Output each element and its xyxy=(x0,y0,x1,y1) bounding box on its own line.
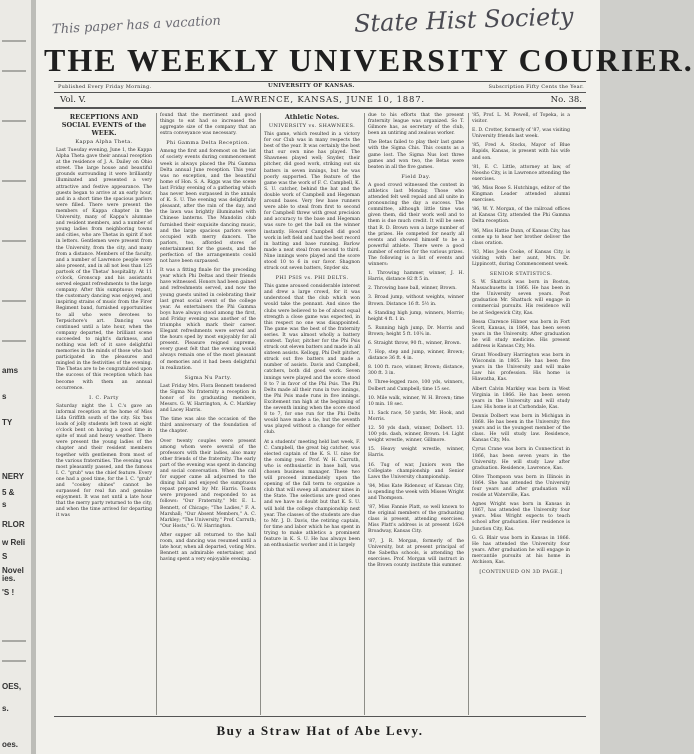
article-subheading: [CONTINUED ON 3D PAGE.] xyxy=(479,569,563,576)
strip-rule xyxy=(2,340,26,342)
article-subheading: Kappa Alpha Theta. xyxy=(75,139,133,145)
masthead-rule-top xyxy=(54,81,586,82)
strip-fragment: Novel xyxy=(2,566,24,575)
strip-rule xyxy=(2,660,26,662)
article-paragraph: '83, Miss Josie Cooke, of Kansas City, is visiting with her aunt, Mrs. Dr. Lippincott, during Commencement week. xyxy=(472,249,570,267)
article-paragraph: Last Tuesday evening, June 1, the Kappa Alpha Theta gave their annual reception at the residence of J. A. Dailey on Ohio street. The large house and beautiful grounds surrounding it were brilliantly illuminated and presented a very attractive and festive appearance. The guests began to arrive at an early hour, and in a short time the spacious parlors were filled. There were present the members of Kappa chapter in the University, many of Kappa's alumnae and resident members, and a number of young ladies from neighboring towns and cities, who are Thetas in spirit if not in letters. Gentlemen were present from the University, from the city, and many from a distance. Members of the faculty, and a number of Lawrence people were also present, and in all not less than 125 partook of the Thetas' hospitality. At 11 o'clock, Gronscup and his assistants served elegant refreshments to the large company. After this sumptuous repast, the customary dancing was enjoyed, and inspiring strains of music from the Firer Regiment band, furnished opportunities to all who were devotees to Terpsichore's art. Dancing was continued until a late hour, when the company departed, the brilliant scene succeeded to night's darkness, and nothing was left of it save delightful memories in the minds of those who had participated in the pleasures and mingled in the festivities of the evening. The Thetas are to be congratulated upon the success of this reception which has become with them an annual occurrence. xyxy=(56,148,152,391)
strip-fragment: w Reli xyxy=(2,538,26,547)
strip-rule xyxy=(2,240,26,242)
article-subheading: I. C. Party xyxy=(89,394,119,401)
article-paragraph: due to his efforts that the present fraternity league was organized. So T. Gilmore has, as secretary of the club, been an untiring and zealous worker. xyxy=(368,113,464,137)
article-paragraph: 2. Throwing base ball, winner, Brown. xyxy=(368,286,457,292)
footer-rule xyxy=(54,716,586,717)
strip-fragment: s xyxy=(2,392,7,401)
article-paragraph: 16. Tug of war, Juniors won the Collegiate championship and Senior Laws the University championship. xyxy=(368,462,464,480)
article-paragraph: 10. Mile walk, winner, W. H. Brown; time 10 min. 18 sec. xyxy=(368,395,464,407)
article-paragraph: 1. Throwing hammer, winner, J. H. Harris, distance 82 ft 5 in. xyxy=(368,271,464,283)
strip-fragment: 'S ! xyxy=(2,588,15,597)
adjacent-page-strip xyxy=(0,0,32,754)
article-paragraph: 11. Sack race, 50 yards, Mr. Hook, and Morris. xyxy=(368,410,464,422)
article-subheading: Phi Gamma Delta Reception. xyxy=(166,140,250,147)
masthead-title: THE WEEKLY UNIVERSITY COURIER. xyxy=(44,42,694,78)
article-paragraph: '87, J. R. Morgan, formerly of the University, but at present principal of the Sabetha schools, is attending the exercises. Prof. Morgan will instruct in the Brown county institute this summer. xyxy=(368,538,464,568)
strip-rule xyxy=(2,120,26,122)
issue-number: No. 38. xyxy=(550,95,582,105)
article-subheading: SENIOR STATISTICS. xyxy=(489,271,553,278)
article-paragraph: 9. Three-legged race, 100 yds, winners, Dolbert and Campbell; time 15 sec. xyxy=(368,380,464,392)
masthead-rule-bottom xyxy=(54,107,586,109)
section-headline: Athletic Notes. xyxy=(284,113,340,121)
article-column-3 xyxy=(264,113,360,713)
strip-fragment: oes. xyxy=(2,740,19,749)
masthead-university-line: UNIVERSITY OF KANSAS. xyxy=(268,83,355,89)
article-paragraph: Cyrus Crane was born in Connecticut in 1866, has been seven years in the University. He will study Law after graduation. Residence, Lawrence, Kas. xyxy=(472,447,570,471)
article-paragraph: Dennis Dolbert was born in Michigan in 1868. He has been in the University five years and is the youngest member of the class. He will study law. Residence, Kansas City, Mo. xyxy=(472,413,570,444)
article-subheading: Field Day. xyxy=(401,173,431,180)
strip-rule xyxy=(2,300,26,302)
masthead-rule-middle xyxy=(54,92,586,93)
masthead-publish-line: Published Every Friday Morning. xyxy=(58,84,152,90)
handwritten-signature: State Hist Society xyxy=(353,2,574,38)
article-paragraph: It was a fitting finale for the preceding year which Phi Deltas and their friends have witnessed. Honors had been gained and refreshments served, and now the young guests united in celebrating their last great social event of the college year. As entertainers the Phi Gamma boys have always stood among the first, and Friday evening was another of the triumphs which mark their career. Elegant refreshments were served and the hours sped by most enjoyably for all present. Pleasure reigned supreme, every guest felt that the evening would always remain one of the most pleasant of memories and it had been delightful in realization. xyxy=(160,268,256,371)
article-paragraph: '86, Miss Hattie Dunn, of Kansas City, has come up to hear her brother deliver the class oration. xyxy=(472,228,570,246)
strip-rule xyxy=(2,640,26,642)
article-column-5 xyxy=(472,113,570,713)
article-subheading: Sigma Nu Party. xyxy=(184,374,232,381)
volume-label: Vol. V. xyxy=(60,95,86,105)
footer-advertisement: Buy a Straw Hat of Abe Levy. xyxy=(216,723,424,738)
article-paragraph: 8. 100 ft. race, winner, Brown; distance, 300 ft. 3 in. xyxy=(368,365,464,377)
masthead-subscription-line: Subscription Fifty Cents the Year. xyxy=(488,84,584,90)
article-paragraph: 12. 50 yds dash, winner, Dolbert. 13. 100 yds. dash, winner, Brown. 14. Light weight wrestle, winner, Gillmore. xyxy=(368,426,464,444)
article-subheading: PHI PSIS vs. PHI DELTS. xyxy=(275,275,349,282)
article-paragraph: Agnes Wright was born in Kansas in 1867, has attended the University four years. Miss Wright expects to teach school after graduation. Her residence is Junction City, Kas. xyxy=(472,502,570,532)
strip-rule xyxy=(2,180,26,182)
article-paragraph: Grant Woodbury Harrington was born in Wisconsin in 1865. He has been five years in the University and will make Law his profession. His home is Hiawatha, Kas. xyxy=(472,353,570,383)
article-paragraph: Last Friday Mrs. Flora Bennett tendered the Sigma Nu fraternity a reception in honor of its graduating members, Messrs. G. W. Harrington, A. C. Markley and Lacey Harris. xyxy=(160,383,256,414)
article-paragraph: '85, Prof. L. M. Powell, of Topeka, is a visitor. xyxy=(472,113,570,125)
article-paragraph: '84, Miss Kate Ridenour, of Kansas City, is spending the week with Misses Wright and Thompson. xyxy=(368,483,464,501)
strip-rule xyxy=(2,40,26,42)
article-column-4 xyxy=(368,113,464,713)
article-subheading: UNIVERSITY vs. SHAWNEES. xyxy=(268,123,356,129)
article-paragraph: At a students' meeting held last week, F. C. Campbell, the great big catcher, was elected captain of the K. S. U. nine for the coming year. Prof. W. H. Carruth, who is enthusiastic in base ball, was chosen business manager. These two will proceed immediately upon the opening of the fall term to organize a club that will sweep all amateur nines in the State. The selections are good ones and we have no doubt but that K. S. U. will hold the college championship next year. The classes of the students are due to Mr. J. D. Davis, the retiring captain, for time and labor which he has spent in trying to make athletics a prominent feature in K. S. U. He has always been an enthusiastic worker and it is largely xyxy=(264,439,360,549)
article-column-1 xyxy=(56,113,152,713)
article-paragraph: G. G. Blair was born in Kansas in 1866. He has attended the University four years. After graduation he will engage in mercantile pursuits at his home in Atchison, Kas. xyxy=(472,535,570,565)
article-column-2 xyxy=(160,113,256,713)
article-paragraph: '81, E. C. Little, attorney at law, of Neosho City, is in Lawrence attending the exercises. xyxy=(472,164,570,182)
strip-fragment: TY xyxy=(2,418,13,427)
article-paragraph: 7. Hop, step and jump, winner, Brown; distance 36 ft. 4 in. xyxy=(368,350,464,362)
section-headline: RECEPTIONS AND SOCIAL EVENTS of the WEEK. xyxy=(61,113,147,137)
strip-fragment: s xyxy=(2,500,7,509)
strip-fragment: 5 & xyxy=(2,488,15,497)
article-paragraph: A good crowd witnessed the contest in athletics last Monday. Those who attended felt well repaid and all unite in pronouncing the day a success. The committee, although little time was given them, did their work well and to them is due much credit. It will be seen that R. D. Brown won a large number of the prizes. He competed for nearly all events and showed himself to be a powerful athlete. There were a good number of entries for the various prizes. The following is a list of events and winners: xyxy=(368,182,464,268)
strip-rule xyxy=(2,70,26,72)
article-paragraph: The time was also the occasion of the third anniversary of the foundation of the chapter. xyxy=(160,417,256,435)
article-paragraph: E. D. Crotter, formerly of '87, was visiting University friends last week. xyxy=(472,128,570,140)
article-paragraph: Over twenty couples were present among whom were several of the professors with their ladies, also many other friends of the fraternity. The early part of the evening was spent in dancing and social conversation. When the call for supper came all adjourned to the dining hall and enjoyed the sumptuous repast prepared by Mr. Harris. Toasts were proposed and responded to as follows: "Our Fraternity," Mr. E. L. Bennett, of Chicago; "The Ladies," F. A. Marshall; "Our Absent Members," A. C. Markley; "The University," Prof. Carruth; "Our Hosts," G. W. Harrington. xyxy=(160,438,256,529)
article-paragraph: This game aroused considerable interest and drew a large crowd, for it was understood that the club which won would take the pennant. And since the clubs were believed to be of about equal strength a close game was expected, in this respect no one was disappointed. The game was the best of the fraternity series. It was almost wholly a battery contest. Taylor, pitcher for the Phi Psis struck out eleven batters and made in all sixteen assists. Kellogg, Phi Delt pitcher, struck out five batters and made a number of assists. Davis and Campbell, catchers, both did good work. Seven innings were played and the score stood 8 to 7 in favor of the Phi Psis. The Phi Delts made all their runs in two innings, the Phi Psis made runs in five innings. Excitement ran high at the beginning of the seventh inning when the score stood 8 to 7, for one run for the Phi Delts would have made a tie, but the seventh was played without a change for either club. xyxy=(264,284,360,436)
article-paragraph: 6. Straight throw, 90 ft., winner, Brown. xyxy=(368,341,462,346)
article-paragraph: S. W. Shattuck was born in Boston, Massachusetts in 1866. He has been in the University seven years. Post graduation Mr. Shattuck will engage in commercial pursuits. His residence will be at Sedgewick City, Kas. xyxy=(472,280,570,316)
dateline-place-date: LAWRENCE, KANSAS, JUNE 10, 1887. xyxy=(231,95,425,105)
article-paragraph: '86, W. Y. Morgan, of the railroad offices at Kansas City, attended the Phi Gamma Delta reception. xyxy=(472,207,570,225)
column-divider xyxy=(260,113,261,715)
column-divider xyxy=(468,113,469,715)
strip-fragment: RLOR xyxy=(2,520,25,529)
strip-fragment: OES, xyxy=(2,682,22,691)
handwritten-note: This paper has a vacation xyxy=(51,13,222,38)
strip-fragment: ams xyxy=(2,366,19,375)
article-paragraph: found that the merriment and good things to eat had so increased the aggregate size of the company that an extra conveyance was necessary. xyxy=(160,113,256,137)
article-paragraph: The Betas failed to play their last game with the Sigma Chis. This counts as a game lost. The Sigma Nus lost three games and won two, the Betas were beaten in all the five games. xyxy=(368,140,464,170)
article-paragraph: After supper all returned to the hall room, and dancing was resumed until a late hour, when all departed, voting Mrs. Bennett an admirable entertainer, and having spent a very enjoyable evening. xyxy=(160,532,256,563)
article-paragraph: Albert Calvin Markley was born in West Virginia in 1866. He has been seven years in the University and will study Law. His home is at Carbondale, Kas. xyxy=(472,386,570,410)
article-paragraph: 3. Broad jump, without weights, winner Brown. Distance 16 ft. 5½ in. xyxy=(368,295,464,307)
column-divider xyxy=(364,113,365,715)
article-paragraph: Saturday night the I. C.'s gave an informal reception at the home of Miss Lida Griffith south of the city. Six 'bus loads of jolly students left town at eight o'clock bent on having a good time in spite of mud and heavy weather. There were present the young ladies of the chapter and their resident members together with gentlemen from most of the various fraternities. The evening was most pleasantly passed, and the famous I. C. "grub" was the chief feature. Every one had a good time, for the I. C. "grub" and "cookey shines" cannot be surpassed for real fun and genuine enjoyment. It was not until a late hour that the merry party returned to the city, and when the time arrived for departing it was xyxy=(56,403,152,519)
article-paragraph: This game, which resulted in a victory for our Club was in many respects the best of the year. It was certainly the best that our own nine has played. The Shawnees played well; Snyder, their pitcher, did good work, striking out six batters in seven innings, but he was poorly supported. The feature of the game was the work of F. C. Campbell, K. S. U. catcher, behind the bat and the double work of Campbell and Hegeman around bases. Very few base runners were able to steal from first to second for Campbell threw with great precision and accuracy to the base and Hegeman was sure to get the ball on the winner instantly. Howard Campbell did good work in left field and had the best record in batting and base running. Barlow made a neat steal from second to third. Nine innings were played and the score stood 10 to 6 in our favor. Shagnon struck out seven batters, Snyder six. xyxy=(264,132,360,272)
article-paragraph: Olive Thompson was born in Illinois in 1864. She has attended the University four years and after graduation will reside at Waterville, Kas. xyxy=(472,474,570,499)
column-divider xyxy=(156,113,157,715)
article-paragraph: 4. Standing high jump, winners, Morris; height 4 ft. 1 in. xyxy=(368,310,464,322)
strip-fragment: NERY xyxy=(2,472,24,481)
article-paragraph: '85, Fred A. Stocks, Mayor of Blue Rapids, Kansas, is present with his wife and son. xyxy=(472,143,570,161)
article-paragraph: '87, Miss Fannie Platt, so well known to the original members of the graduating class is present, attending exercises. Miss Platt's address is at present 1624 Broadway, Kansas City. xyxy=(368,505,464,535)
strip-fragment: ies. xyxy=(2,574,16,583)
strip-fragment: s. xyxy=(2,704,9,713)
article-paragraph: Bessa Clarence Hibner was born in Fort Scott, Kansas, in 1864, has been seven years in the University. After graduation he will study medicine. His present address is Kansas City, Mo. xyxy=(472,319,570,349)
strip-fragment: S xyxy=(2,552,8,561)
article-paragraph: Among the first and foremost on the list of society events during commencement week is always placed the Phi Gamma Delta annual June reception. This year was no exception, and the beautiful home of Hon. S. A. Riggs was the scene last Friday evening of a gathering which has never been surpassed in the annals of K. S. U. The evening was delightfully pleasant, after the rain of the day, and the lawn was brightly illuminated with Chinese lanterns. The Mandolin club furnished their exquisite dancing music, and the large spacious parlors were occupied with merry dancers. The parlors, too, afforded stores of entertainment for the guests, and the perfection of the arrangements could not have been surpassed. xyxy=(160,149,256,265)
article-paragraph: '86, Miss Rose S. Hutchings, editor of the Kingman Leader attended alumni exercises. xyxy=(472,185,570,204)
article-paragraph: 15. Heavy weight wrestle, winner, Harris. xyxy=(368,447,464,459)
newspaper-page xyxy=(36,0,694,754)
article-paragraph: 5. Running high jump, Dr. Morris and Brown; height 5 ft. 10¼ in. xyxy=(368,325,464,337)
